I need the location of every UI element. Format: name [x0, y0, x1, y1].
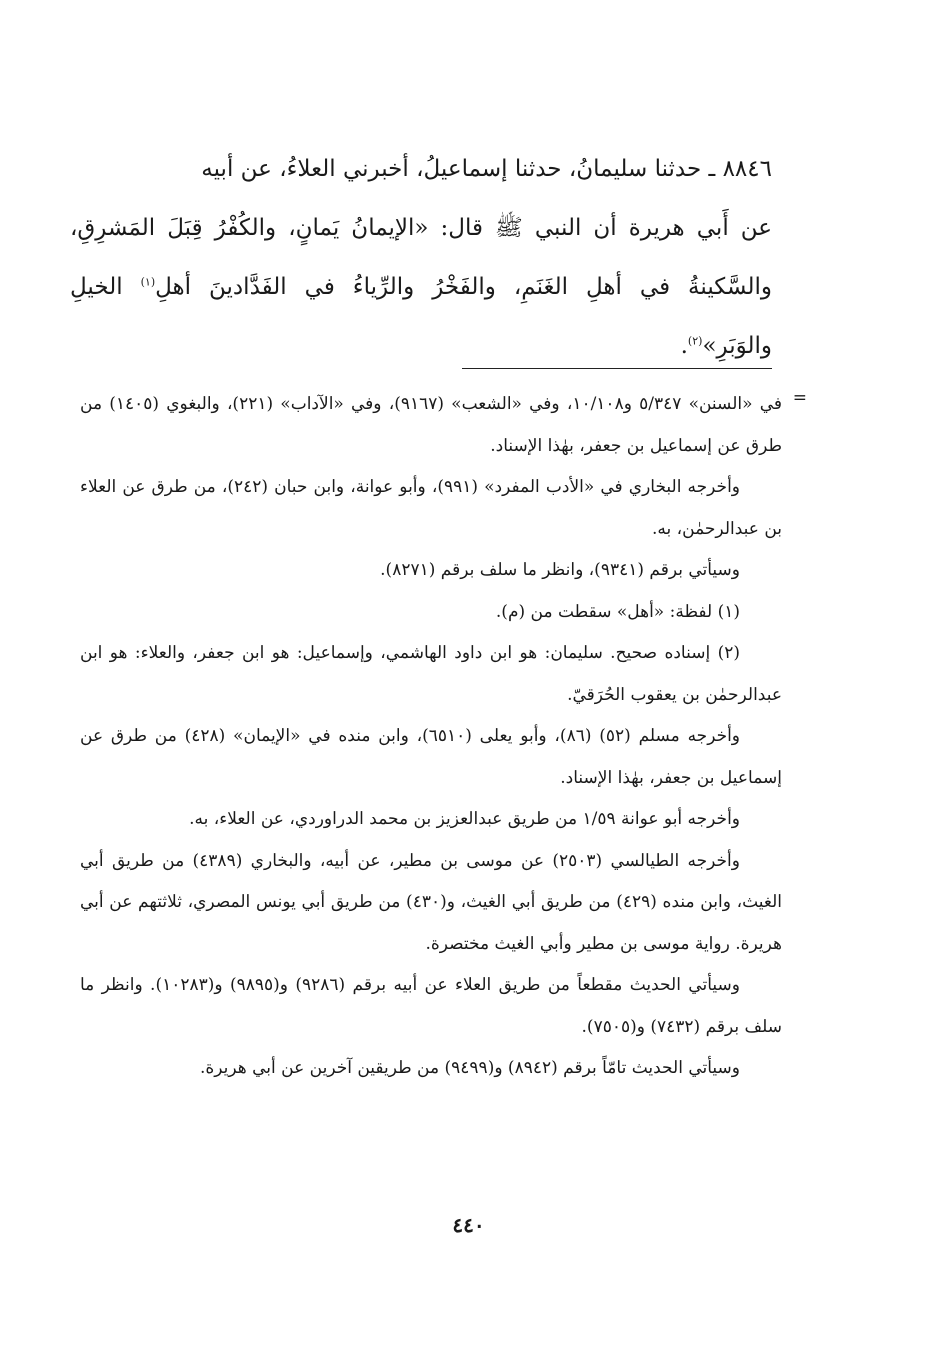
footnote-2-cross-ref-a: وسيأتي الحديث مقطعاً من طريق العلاء عن أبيه برقم (٩٢٨٦) و(٩٨٩٥) و(١٠٢٨٣). وانظر ما سلف برقم (٧٤٣٢) و(٧٥٠٥). [80, 975, 782, 1037]
footnote-continued: في «السنن» ٥/٣٤٧ و١٠/١٠٨، وفي «الشعب» (٩١٦٧)، وفي «الآداب» (٢٢١)، والبغوي (١٤٠٥) من طرق عن إسماعيل بن جعفر، بهٰذا الإسناد. [80, 394, 782, 456]
footnote-2-sources-b: وأخرجه أبو عوانة ١/٥٩ من طريق عبدالعزيز بن محمد الدراوردي، عن العلاء، به. [189, 809, 740, 829]
continuation-mark: = [792, 388, 807, 408]
hadith-matn: عن أَبي هريرة أن النبي ﷺ قال: «الإيمانُ يَمانٍ، والكُفْرُ قِبَلَ المَشرِقِ، والسَّكينةُ في أهلِ الغَنَمِ، والفَخْرُ والرِّياءُ في الفَدَّادينَ أهلِ [70, 215, 772, 300]
footnote-continued-3: وسيأتي برقم (٩٣٤١)، وانظر ما سلف برقم (٨٢٧١). [380, 560, 740, 580]
footnote-2-sources-c: وأخرجه الطيالسي (٢٥٠٣) عن موسى بن مطير، عن أبيه، والبخاري (٤٣٨٩) من طريق أبي الغيث، وابن منده (٤٢٩) من طريق أبي الغيث، و(٤٣٠) من طريق أبي يونس المصري، ثلاثتهم عن أبي هريرة. رواية موسى بن مطير وأبي الغيث مختصرة. [80, 850, 782, 954]
hadith-matn-end: الخيلِ والوَبَرِ» [70, 274, 772, 359]
hadith-chain: ٨٨٤٦ ـ حدثنا سليمانُ، حدثنا إسماعيلُ، أخبرني العلاءُ، عن أبيه [201, 156, 772, 182]
footnote-2-sources-a: وأخرجه مسلم (٥٢) (٨٦)، وأبو يعلى (٦٥١٠)، وابن منده في «الإيمان» (٤٢٨) من طرق عن إسماعيل بن جعفر، بهٰذا الإسناد. [80, 726, 782, 788]
footnote-marker-1: (١) [140, 275, 156, 289]
page-number: ٤٤٠ [452, 1213, 485, 1237]
footnote-2: (٢) إسناده صحيح. سليمان: هو ابن داود الهاشمي، وإسماعيل: هو ابن جعفر، والعلاء: هو ابن عبدالرحمٰن بن يعقوب الحُرَقيّ. [80, 643, 782, 705]
hadith-period: . [680, 333, 688, 359]
hadith-paragraph [70, 140, 772, 376]
footnote-separator [462, 368, 772, 369]
footnote-2-cross-ref-b: وسيأتي الحديث تامّاً برقم (٨٩٤٢) و(٩٤٩٩) من طريقين آخرين عن أبي هريرة. [199, 1058, 740, 1078]
footnotes-section [80, 384, 782, 1090]
hadith-text [70, 140, 772, 376]
footnote-1: (١) لفظة: «أهل» سقطت من (م). [495, 601, 740, 622]
footnote-marker-2: (٢) [687, 334, 703, 348]
footnote-continued-2: وأخرجه البخاري في «الأدب المفرد» (٩٩١)، وأبو عوانة، وابن حبان (٢٤٢)، من طرق عن العلاء بن عبدالرحمٰن، به. [80, 477, 782, 539]
